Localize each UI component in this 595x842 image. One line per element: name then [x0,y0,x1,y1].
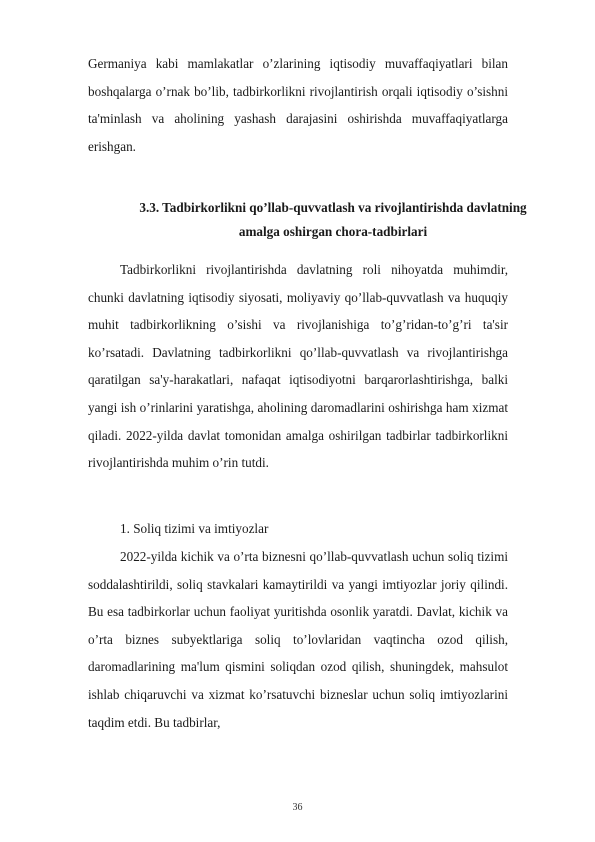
section-heading: 3.3. Tadbirkorlikni qo’llab-quvvatlash va rivojlantirishda davlatning amalga oshirgan chora-tadbirlari [139,200,527,239]
tax-paragraph: 2022-yilda kichik va o’rta biznesni qo’llab-quvvatlash uchun soliq tizimi soddalashtirildi, soliq stavkalari kamaytirildi va yangi imtiyozlar joriy qilindi. Bu esa tadbirkorlar uchun faoliyat yuritishda osonlik yaratdi. Davlat, kichik va o’rta biznes subyektlariga soliq to’lovlaridan vaqtincha ozod qilish, daromadlarining ma'lum qismini soliqdan ozod qilish, shuningdek, mahsulot ishlab chiqaruvchi va xizmat ko’rsatuvchi bizneslar uchun soliq imtiyozlarini taqdim etdi. Bu tadbirlar, [88,549,508,730]
list-item-tax-system: 1. Soliq tizimi va imtiyozlar [120,521,269,536]
page-number: 36 [292,802,303,813]
intro-paragraph: Germaniya kabi mamlakatlar o’zlarining iqtisodiy muvaffaqiyatlari bilan boshqalarga o’rnak bo’lib, tadbirkorlikni rivojlantirish orqali iqtisodiy o’sishni ta'minlash va aholining yashash darajasini oshirishda muvaffaqiyatlarga erishgan. [88,56,508,154]
main-paragraph: Tadbirkorlikni rivojlantirishda davlatning roli nihoyatda muhimdir, chunki davlatning iqtisodiy siyosati, moliyaviy qo’llab-quvvatlash va huquqiy muhit tadbirkorlikning o’sishi va rivojlanishiga to’g’ridan-to’g’ri ta'sir ko’rsatadi. Davlatning tadbirkorlikni qo’llab-quvvatlash va rivojlantirishga qaratilgan sa'y-harakatlari, nafaqat iqtisodiyotni barqarorlashtirishga, balki yangi ish o’rinlarini yaratishga, aholining daromadlarini oshirishga ham xizmat qiladi. 2022-yilda davlat tomonidan amalga oshirilgan tadbirlar tadbirkorlikni rivojlantirishda muhim o’rin tutdi. [88,262,508,471]
